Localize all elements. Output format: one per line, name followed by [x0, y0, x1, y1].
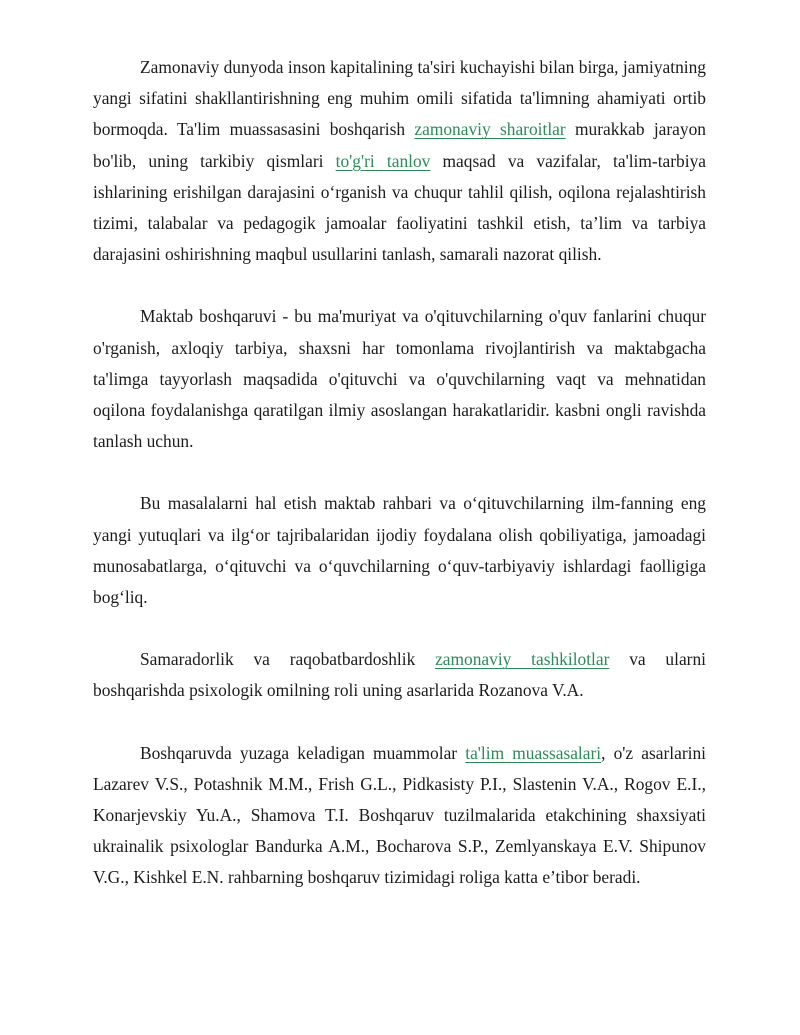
inline-link[interactable]: to'g'ri tanlov: [335, 150, 431, 171]
paragraph-text: Zamonaviy dunyoda inson kapitalining ta'siri kuchayishi bilan birga, jamiyatning yangi sifatini shakllantirishning eng muhim omili sifatida ta'limning ahamiyati ortib bormoqda. Ta'lim muassasasini boshqarish: [93, 57, 706, 140]
document-page: [93, 52, 706, 925]
inline-link[interactable]: ta'lim muassasalari: [465, 742, 602, 763]
paragraph-text: murakkab jarayon bo'lib, uning tarkibiy qismlari: [93, 119, 706, 171]
paragraph-5: [93, 738, 706, 894]
paragraph-text: Bu masalalarni hal etish maktab rahbari va o‘qituvchilarning ilm-fanning eng yangi yutuqlari va ilg‘or tajribalaridan ijodiy foydalana olish qobiliyatiga, jamoadagi munosabatlarga, o‘qituvchi va o‘quvchilarning o‘quv-tarbiyaviy ishlardagi faolligiga bog‘liq.: [93, 493, 706, 608]
paragraph-4: [93, 644, 706, 706]
inline-link[interactable]: zamonaviy tashkilotlar: [435, 649, 610, 670]
paragraph-text: Samaradorlik va raqobatbardoshlik: [140, 649, 436, 670]
paragraph-text: Maktab boshqaruvi - bu ma'muriyat va o'qituvchilarning o'quv fanlarini chuqur o'rganish, axloqiy tarbiya, shaxsni har tomonlama rivojlantirish va maktabgacha ta'limga tayyorlash maqsadida o'qituvchi va o'quvchilarning vaqt va mehnatidan oqilona foydalanishga qaratilgan ilmiy asoslangan harakatlaridir. kasbni ongli ravishda tanlash uchun.: [93, 306, 706, 452]
paragraph-text: va ularni boshqarishda psixologik omilning roli uning asarlarida Rozanova V.A.: [93, 649, 706, 701]
paragraph-2: [93, 301, 706, 457]
paragraph-3: [93, 488, 706, 613]
paragraph-1: [93, 52, 706, 270]
paragraph-text: Boshqaruvda yuzaga keladigan muammolar: [140, 742, 466, 763]
paragraph-text: maqsad va vazifalar, ta'lim-tarbiya ishlarining erishilgan darajasini o‘rganish va chuqur tahlil qilish, oqilona rejalashtirish tizimi, talabalar va pedagogik jamoalar faoliyatini tashkil etish, ta’lim va tarbiya darajasini oshirishning maqbul usullarini tanlash, samarali nazorat qilish.: [93, 150, 706, 265]
paragraph-text: , o'z asarlarini Lazarev V.S., Potashnik M.M., Frish G.L., Pidkasisty P.I., Slastenin V.A., Rogov E.I., Konarjevskiy Yu.A., Shamova T.I. Boshqaruv tuzilmalarida etakchining shaxsiyati ukrainalik psixologlar Bandurka A.M., Bocharova S.P., Zemlyanskaya E.V. Shipunov V.G., Kishkel E.N. rahbarning boshqaruv tizimidagi roliga katta e’tibor beradi.: [93, 742, 706, 888]
inline-link[interactable]: zamonaviy sharoitlar: [414, 119, 566, 140]
